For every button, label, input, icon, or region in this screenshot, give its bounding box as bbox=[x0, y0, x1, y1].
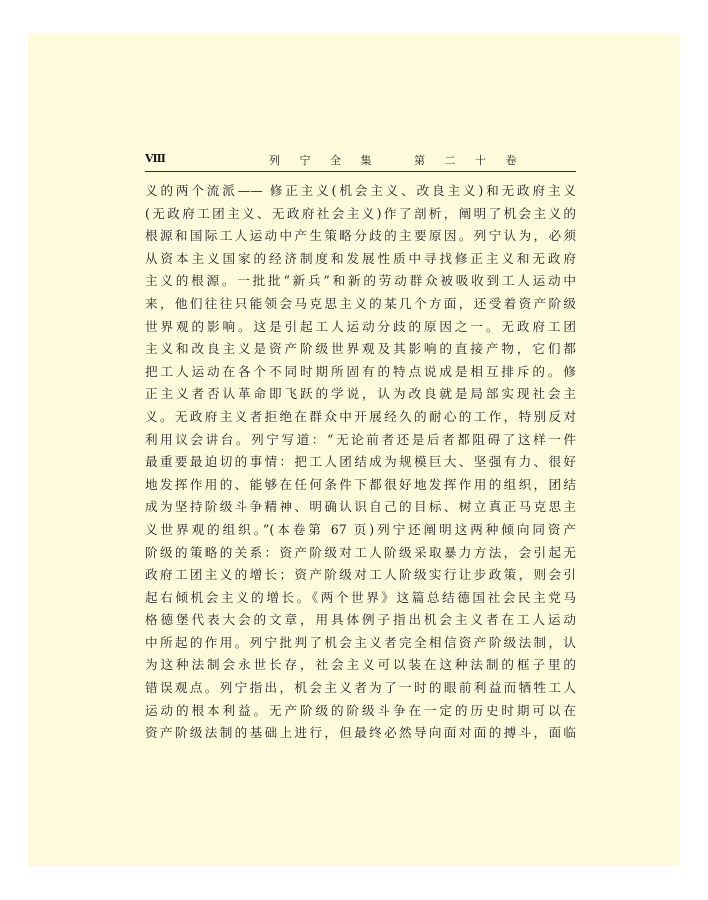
text-line: 成为坚持阶级斗争精神、明确认识自己的目标、树立真正马克思主 bbox=[145, 499, 576, 515]
text-line: 主义的根源。一批批“新兵”和新的劳动群众被吸收到工人运动中 bbox=[145, 273, 576, 289]
text-line: 从资本主义国家的经济制度和发展性质中寻找修正主义和无政府 bbox=[145, 250, 576, 266]
running-header bbox=[145, 152, 576, 172]
text-line: 地发挥作用的、能够在任何条件下都很好地发挥作用的组织，团结 bbox=[145, 476, 576, 492]
text-line: 为这种法制会永世长存，社会主义可以装在这种法制的框子里的 bbox=[145, 657, 576, 673]
text-line: 根源和国际工人运动中产生策略分歧的主要原因。列宁认为，必须 bbox=[145, 228, 576, 244]
text-line: 错误观点。列宁指出，机会主义者为了一时的眼前利益而牺牲工人 bbox=[145, 680, 576, 696]
text-line: 起右倾机会主义的增长。《两个世界》这篇总结德国社会民主党马 bbox=[145, 589, 576, 605]
page-number: Ⅷ bbox=[145, 152, 167, 165]
text-line: 政府工团主义的增长；资产阶级对工人阶级实行让步政策，则会引 bbox=[145, 567, 576, 583]
text-line: 义世界观的组织。”(本卷第 67 页)列宁还阐明这两种倾向同资产 bbox=[145, 521, 576, 537]
text-line: 义的两个流派—— 修正主义(机会主义、改良主义)和无政府主义 bbox=[145, 183, 576, 198]
text-line: 来，他们往往只能领会马克思主义的某几个方面，还受着资产阶级 bbox=[145, 295, 576, 311]
text-line: 正主义者否认革命即飞跃的学说，认为改良就是局部实现社会主 bbox=[145, 386, 576, 402]
text-line: 主义和改良主义是资产阶级世界观及其影响的直接产物，它们都 bbox=[145, 341, 576, 357]
text-line: 最重要最迫切的事情：把工人团结成为规模巨大、坚强有力、很好 bbox=[145, 454, 576, 470]
text-line: 义。无政府主义者拒绝在群众中开展经久的耐心的工作，特别反对 bbox=[145, 408, 576, 424]
text-line: 阶级的策略的关系：资产阶级对工人阶级采取暴力方法，会引起无 bbox=[145, 544, 576, 560]
text-line: 资产阶级法制的基础上进行，但最终必然导向面对面的搏斗，面临 bbox=[145, 725, 576, 741]
running-title: 列 宁 全 集 第 二 十 卷 bbox=[269, 154, 525, 167]
header-rule bbox=[145, 171, 576, 172]
text-line: 利用议会讲台。列宁写道：“无论前者还是后者都阻碍了这样一件 bbox=[145, 431, 576, 447]
text-line: 中所起的作用。列宁批判了机会主义者完全相信资产阶级法制，认 bbox=[145, 634, 576, 650]
text-line: 世界观的影响。这是引起工人运动分歧的原因之一。无政府工团 bbox=[145, 318, 576, 334]
text-line: (无政府工团主义、无政府社会主义)作了剖析，阐明了机会主义的 bbox=[145, 205, 576, 221]
text-line: 把工人运动在各个不同时期所固有的特点说成是相互排斥的。修 bbox=[145, 363, 576, 379]
text-line: 运动的根本利益。无产阶级的阶级斗争在一定的历史时期可以在 bbox=[145, 702, 576, 718]
text-line: 格德堡代表大会的文章，用具体例子指出机会主义者在工人运动 bbox=[145, 612, 576, 628]
body-text bbox=[145, 180, 576, 745]
